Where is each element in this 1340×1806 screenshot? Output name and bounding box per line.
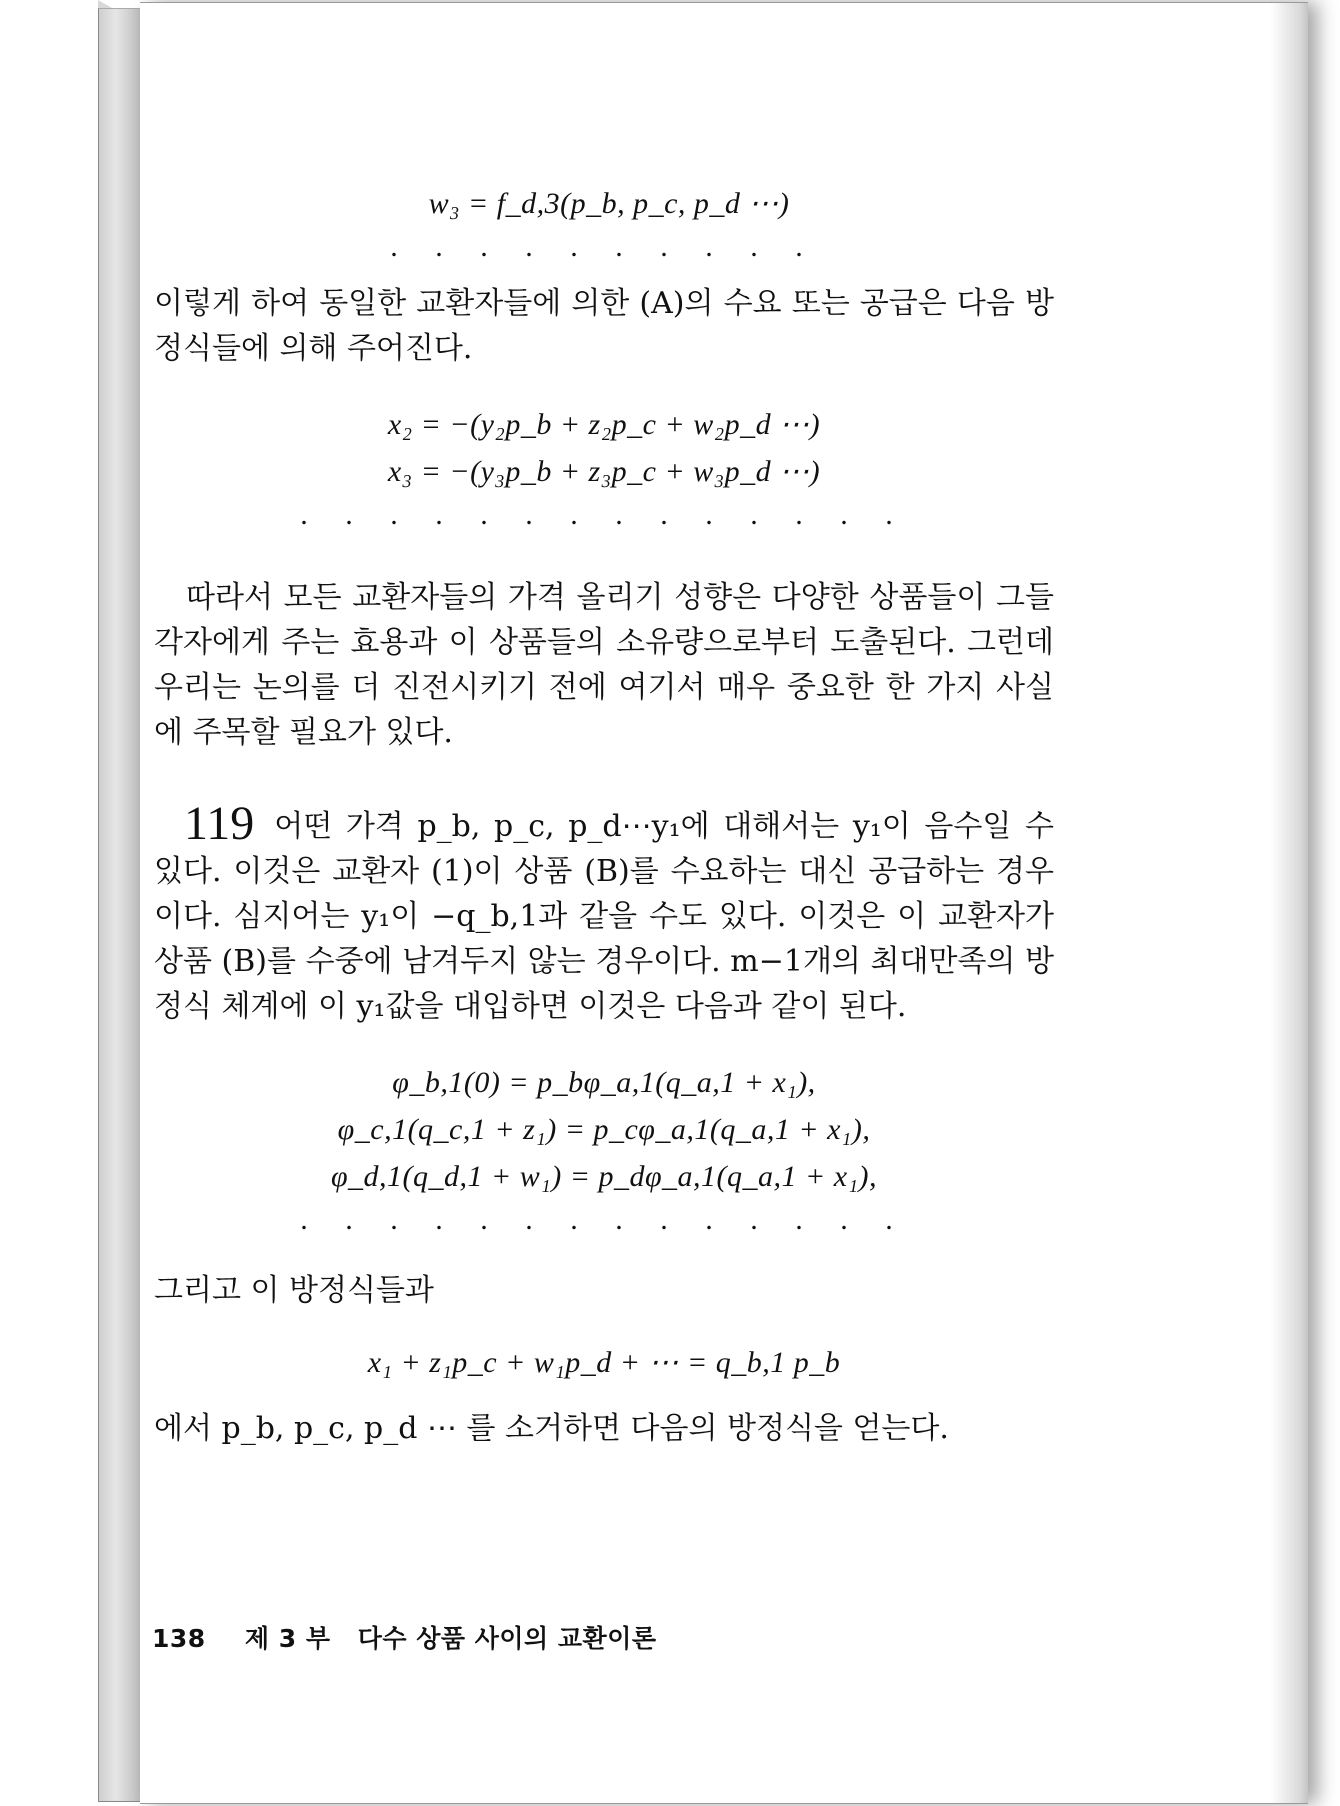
equation-x2: x₂ = −(y₂p_b + z₂p_c + w₂p_d ⋯) [387,408,821,441]
equation-dots: . . . . . . . . . . . . . . [300,1203,908,1236]
equation-w3: w₃ = f_d,3(p_b, p_c, p_d ⋯) [428,187,790,220]
paragraph-eliminate: 에서 p_b, p_c, p_d ⋯ 를 소거하면 다음의 방정식을 얻는다. [154,1411,949,1446]
equation-dots: . . . . . . . . . . . . . . [300,498,908,531]
paragraph-section-119 [154,797,1054,1029]
running-title: 다수 상품 사이의 교환이론 [357,1624,657,1653]
paragraph-and-these: 그리고 이 방정식들과 [154,1273,434,1308]
part-label: 제 3 부 [244,1624,331,1653]
equation-dots: . . . . . . . . . . [390,230,818,263]
paragraph-tendency: 따라서 모든 교환자들의 가격 올리기 성향은 다양한 상품들이 그들 각자에게 주는 효용과 이 상품들의 소유량으로부터 도출된다. 그런데 우리는 논의를 더 진전시키기 전에 여기서 매우 중요한 한 가지 사실에 주목할 필요가 있다. [154,580,1054,750]
equation-phi-b: φ_b,1(0) = p_bφ_a,1(q_a,1 + x₁), [392,1066,816,1099]
paragraph-negative-y1: 어떤 가격 p_b, p_c, p_d⋯y₁에 대해서는 y₁이 음수일 수 있다. 이것은 교환자 (1)이 상품 (B)를 수요하는 대신 공급하는 경우이다. 심지어는 y₁이 −q_b,1과 같을 수도 있다. 이것은 이 교환자가 상품 (B)를 수중에 남겨두지 않는 경우이다. m−1개의 최대만족의 방정식 체계에 이 y₁값을 대입하면 이것은 다음과 같이 된다. [154,809,1054,1024]
page-footer [152,1619,675,1655]
equation-phi-c: φ_c,1(q_c,1 + z₁) = p_cφ_a,1(q_a,1 + x₁), [337,1113,871,1146]
equation-sum: x₁ + z₁p_c + w₁p_d + ⋯ = q_b,1 p_b [367,1346,841,1379]
section-number: 119 [184,797,255,850]
book-spine [98,8,141,1802]
equation-phi-d: φ_d,1(q_d,1 + w₁) = p_dφ_a,1(q_a,1 + x₁), [330,1160,878,1193]
paragraph-demand-supply: 이렇게 하여 동일한 교환자들에 의한 (A)의 수요 또는 공급은 다음 방정식들에 의해 주어진다. [154,286,1054,366]
equation-x3: x₃ = −(y₃p_b + z₃p_c + w₃p_d ⋯) [387,455,821,488]
page-content [154,180,1054,1451]
page-number: 138 [152,1624,206,1653]
page-edge-shading [1270,3,1308,1803]
